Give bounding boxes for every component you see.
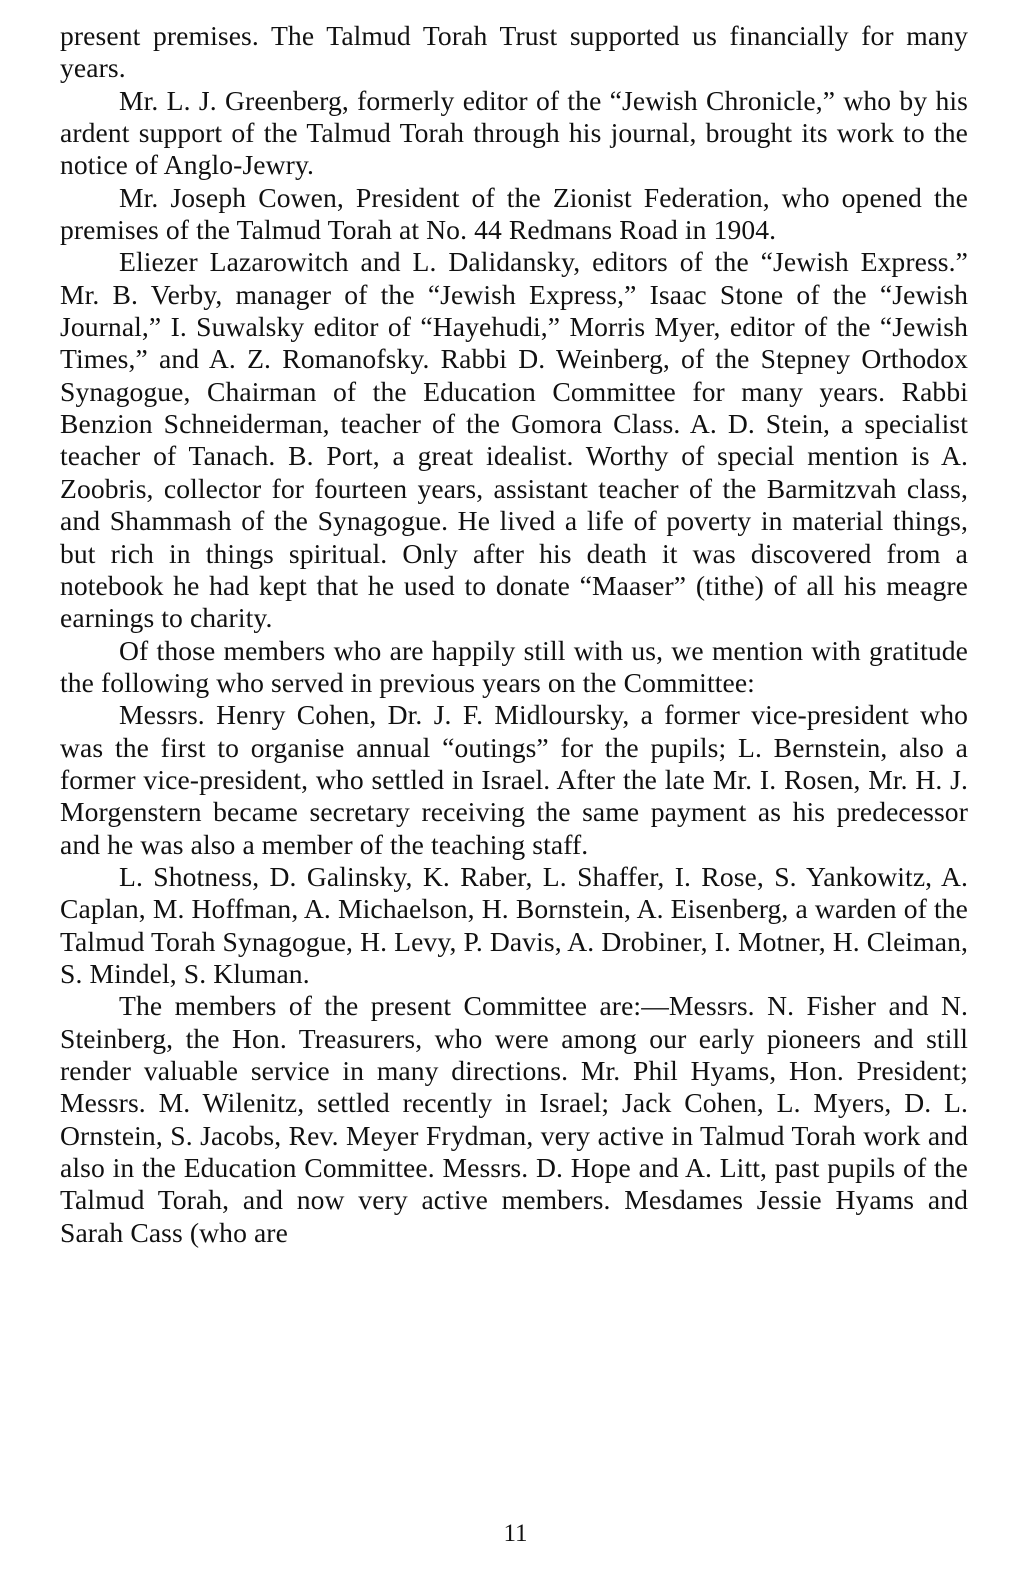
paragraph-member-list: L. Shotness, D. Galinsky, K. Raber, L. Shaffer, I. Rose, S. Yankowitz, A. Caplan, M. Hoffman, A. Michaelson, H. Bornstein, A. Eisenberg, a warden of the Talmud Torah Synagogue, H. Levy, P. Davis, A. Drobiner, I. Motner, H. Cleiman, S. Mindel, S. Kluman.: [60, 860, 968, 989]
paragraph-present-committee: The members of the present Committee are:—Messrs. N. Fisher and N. Steinberg, the Hon. Treasurers, who were among our early pioneers and still render valuable service in many directions. Mr. Phil Hyams, Hon. President; Messrs. M. Wilenitz, settled recently in Israel; Jack Cohen, L. Myers, D. L. Ornstein, S. Jacobs, Rev. Meyer Frydman, very active in Talmud Torah work and also in the Education Committee. Messrs. D. Hope and A. Litt, past pupils of the Talmud Torah, and now very active members. Mesdames Jessie Hyams and Sarah Cass (who are: [60, 990, 968, 1248]
paragraph-former-officers: Messrs. Henry Cohen, Dr. J. F. Midloursky, a former vice-president who was the first to organise annual “outings” for the pupils; L. Bernstein, also a former vice-president, who settled in Israel. After the late Mr. I. Rosen, Mr. H. J. Morgenstern became secretary receiving the same payment as his predecessor and he was also a member of the teaching staff.: [60, 699, 968, 860]
paragraph-surviving-members: Of those members who are happily still with us, we mention with gratitude the following who served in previous years on the Committee:: [60, 634, 968, 698]
body-text: [60, 20, 968, 1249]
paragraph-continuation: present premises. The Talmud Torah Trust supported us financially for many years.: [60, 20, 968, 84]
page-number: 11: [503, 1520, 528, 1547]
paragraph-editors-and-teachers: Eliezer Lazarowitch and L. Dalidansky, editors of the “Jewish Express.” Mr. B. Verby, manager of the “Jewish Express,” Isaac Stone of the “Jewish Journal,” I. Suwalsky editor of “Hayehudi,” Morris Myer, editor of the “Jewish Times,” and A. Z. Romanofsky. Rabbi D. Weinberg, of the Stepney Orthodox Synagogue, Chairman of the Education Committee for many years. Rabbi Benzion Schneiderman, teacher of the Gomora Class. A. D. Stein, a specialist teacher of Tanach. B. Port, a great idealist. Worthy of special mention is A. Zoobris, collector for fourteen years, assistant teacher of the Barmitzvah class, and Shammash of the Synagogue. He lived a life of poverty in material things, but rich in things spiritual. Only after his death it was discovered from a notebook he had kept that he used to donate “Maaser” (tithe) of all his meagre earnings to charity.: [60, 246, 968, 634]
paragraph-greenberg: Mr. L. J. Greenberg, formerly editor of the “Jewish Chronicle,” who by his ardent support of the Talmud Torah through his journal, brought its work to the notice of Anglo-Jewry.: [60, 84, 968, 181]
paragraph-cowen: Mr. Joseph Cowen, President of the Zionist Federation, who opened the premises of the Talmud Torah at No. 44 Redmans Road in 1904.: [60, 181, 968, 246]
